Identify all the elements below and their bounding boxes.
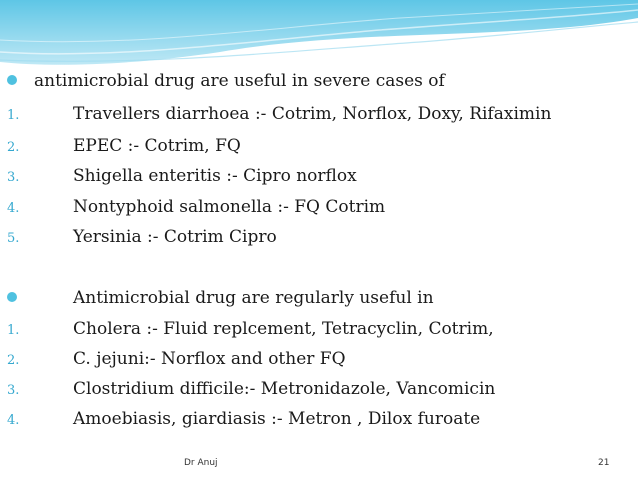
section1-heading: antimicrobial drug are useful in severe cases of: [34, 71, 445, 91]
section2-heading: Antimicrobial drug are regularly useful in: [73, 288, 434, 308]
list-text: Cholera :- Fluid replcement, Tetracyclin, Cotrim,: [73, 319, 494, 339]
list-text: Shigella enteritis :- Cipro norflox: [73, 166, 357, 186]
footer-author: Dr Anuj: [184, 458, 218, 468]
bullet-dot-icon: [7, 292, 17, 302]
list-text: Travellers diarrhoea :- Cotrim, Norflox, Doxy, Rifaximin: [73, 104, 552, 124]
header-wave-decoration: [0, 0, 638, 70]
page-number: 21: [598, 458, 610, 468]
list-number: 2.: [7, 140, 20, 155]
bullet-dot-icon: [7, 75, 17, 85]
list-number: 3.: [7, 383, 20, 398]
list-text: Clostridium difficile:- Metronidazole, Vancomicin: [73, 379, 496, 399]
list-text: C. jejuni:- Norflox and other FQ: [73, 349, 346, 369]
list-text: Amoebiasis, giardiasis :- Metron , Dilox furoate: [73, 409, 481, 429]
list-text: EPEC :- Cotrim, FQ: [73, 136, 241, 156]
list-number: 5.: [7, 231, 20, 246]
list-number: 1.: [7, 323, 20, 338]
list-text: Nontyphoid salmonella :- FQ Cotrim: [73, 197, 386, 217]
list-number: 1.: [7, 108, 20, 123]
list-number: 3.: [7, 170, 20, 185]
list-number: 2.: [7, 353, 20, 368]
list-number: 4.: [7, 201, 20, 216]
list-number: 4.: [7, 413, 20, 428]
list-text: Yersinia :- Cotrim Cipro: [73, 227, 277, 247]
